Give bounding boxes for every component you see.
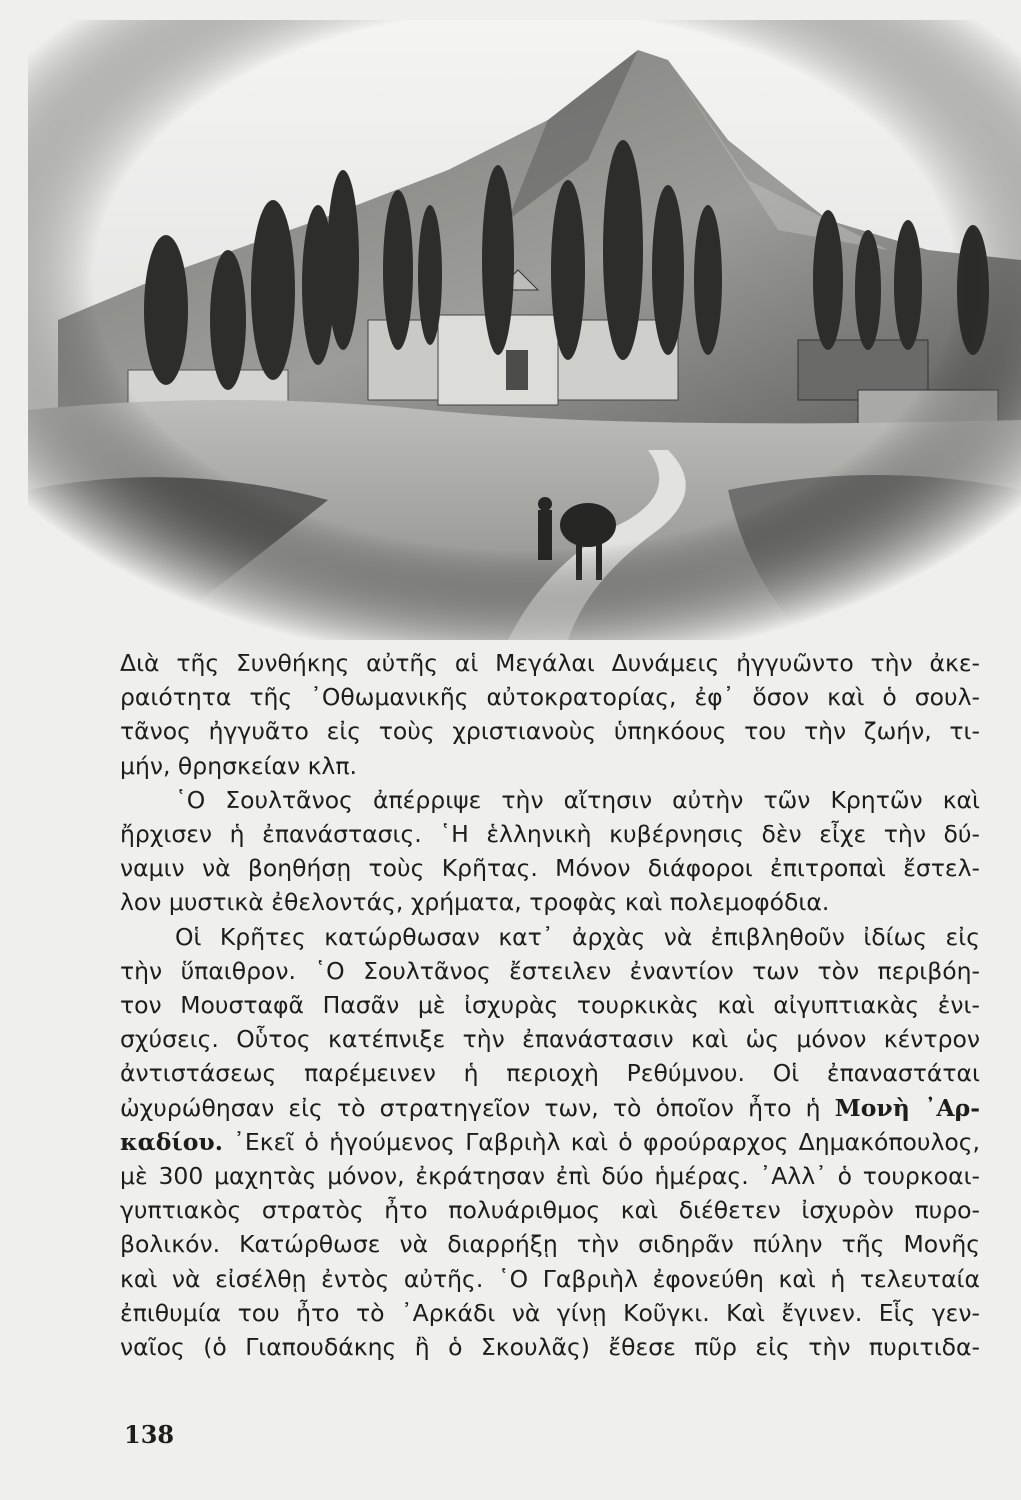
text-line: γυπτιακὸς στρατὸς ἦτο πολυάριθμος καὶ διέθετεν ἰσχυρὸν πυρο- [120, 1196, 980, 1225]
text-line: τον Μουσταφᾶ Πασᾶν μὲ ἰσχυρὰς τουρκικὰς καὶ αἰγυπτιακὰς ἐνι- [120, 991, 980, 1020]
text-line: βολικόν. Κατώρθωσε νὰ διαρρήξῃ τὴν σιδηρᾶν πύλην τῆς Μονῆς [120, 1230, 980, 1259]
text-line: καὶ νὰ εἰσέλθῃ ἐντὸς αὐτῆς. ῾Ο Γαβριὴλ ἐφονεύθη καὶ ἡ τελευταία [120, 1264, 980, 1293]
text-segment: ᾿Εκεῖ ὁ ἡγούμενος Γαβριὴλ καὶ ὁ φρούραρχος Δημακόπουλος, [222, 1127, 980, 1156]
text-line: τὴν ὕπαιθρον. ῾Ο Σουλτᾶνος ἔστειλεν ἐναντίον των τὸν περιβόη- [120, 956, 980, 985]
body-text [120, 646, 980, 1364]
bold-monastery-name: Μονὴ ᾿Αρ- [834, 1093, 981, 1122]
paragraph-3 [120, 920, 980, 1365]
text-line: ἤρχισεν ἡ ἐπανάστασις. ῾Η ἑλληνικὴ κυβέρνησις δὲν εἶχε τὴν δύ- [120, 820, 980, 849]
text-line: ναμιν νὰ βοηθήσῃ τοὺς Κρῆτας. Μόνον διάφοροι ἐπιτροπαὶ ἔστελ- [120, 854, 980, 883]
text-line: ἐπιθυμία του ἦτο τὸ ᾿Αρκάδι νὰ γίνῃ Κοῦγκι. Καὶ ἔγινεν. Εἷς γεν- [120, 1298, 980, 1327]
text-line: λον μυστικὰ ἐθελοντάς, χρήματα, τροφὰς καὶ πολεμοφόδια. [120, 888, 830, 917]
text-line: ναῖος (ὁ Γιαπουδάκης ἢ ὁ Σκουλᾶς) ἔθεσε πῦρ εἰς τὴν πυριτιδα- [120, 1333, 980, 1362]
text-line: σχύσεις. Οὗτος κατέπνιξε τὴν ἐπανάστασιν καὶ ὡς μόνον κέντρον [120, 1025, 980, 1054]
text-line: μήν, θρησκείαν κλπ. [120, 751, 357, 780]
text-segment: καδίου. [120, 1127, 223, 1156]
text-line: τᾶνος ἠγγυᾶτο εἰς τοὺς χριστιανοὺς ὑπηκόους του τὴν ζωήν, τι- [120, 717, 980, 746]
text-line [120, 1125, 980, 1159]
text-line: ἀντιστάσεως παρέμεινεν ἡ περιοχὴ Ρεθύμνου. Οἱ ἐπαναστάται [120, 1059, 980, 1088]
text-line: ῾Ο Σουλτᾶνος ἀπέρριψε τὴν αἴτησιν αὐτὴν τῶν Κρητῶν καὶ [175, 785, 980, 814]
text-line-with-bold [120, 1091, 980, 1125]
text-line: ραιότητα τῆς ᾿Οθωμανικῆς αὐτοκρατορίας, ἐφ᾿ ὅσον καὶ ὁ σουλ- [120, 683, 980, 712]
text-line: Διὰ τῆς Συνθήκης αὐτῆς αἱ Μεγάλαι Δυνάμεις ἠγγυῶντο τὴν ἀκε- [120, 649, 980, 677]
page-number: 138 [124, 1420, 175, 1449]
text-line: Οἱ Κρῆτες κατώρθωσαν κατ᾿ ἀρχὰς νὰ ἐπιβληθοῦν ἰδίως εἰς [175, 922, 980, 951]
engraving-svg [28, 20, 1021, 640]
illustration-engraving [28, 20, 1021, 640]
paragraph-2 [120, 783, 980, 920]
paragraph-1 [120, 646, 980, 783]
text-line: μὲ 300 μαχητὰς μόνον, ἐκράτησαν ἐπὶ δύο ἡμέρας. ᾿Αλλ᾿ ὁ τουρκοαι- [120, 1162, 980, 1191]
text-segment: ὠχυρώθησαν εἰς τὸ στρατηγεῖον των, τὸ ὁποῖον ἦτο ἡ [120, 1093, 821, 1122]
